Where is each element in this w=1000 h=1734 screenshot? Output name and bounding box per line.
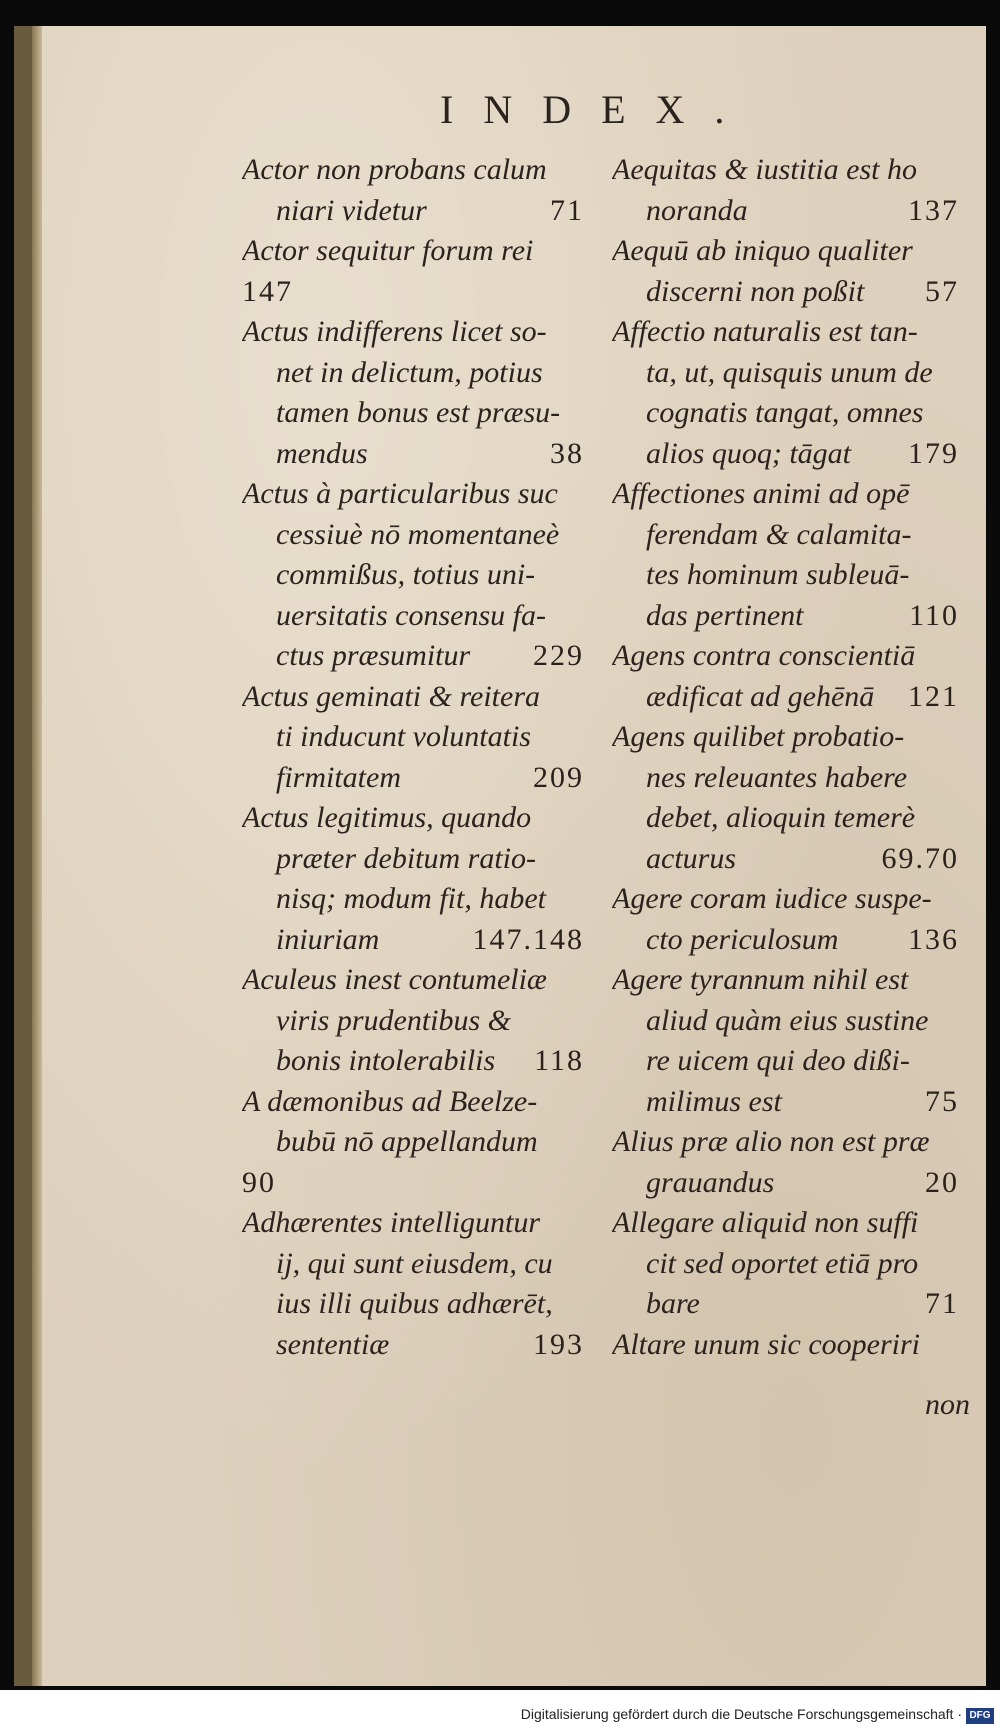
entry-line: viris prudentibus & xyxy=(276,1003,512,1037)
entry-line: ta, ut, quisquis unum de xyxy=(646,355,933,389)
entry-line: tes hominum subleuā- xyxy=(646,558,910,591)
entry-line-with-page xyxy=(612,272,967,313)
entry-text: acturus xyxy=(646,841,736,875)
entry-text: iniuriam xyxy=(276,922,380,956)
entry-text: niari videtur xyxy=(276,193,427,227)
entry-line-with-page xyxy=(242,758,592,799)
index-entry xyxy=(612,474,967,636)
entry-text: milimus est xyxy=(646,1084,782,1118)
index-entry xyxy=(612,636,967,717)
page-reference: 121 xyxy=(908,679,959,713)
catchword: non xyxy=(925,1388,970,1421)
entry-line-with-page xyxy=(612,1163,967,1204)
entry-line-with-page xyxy=(242,920,592,961)
entry-line: net in delictum, potius xyxy=(276,355,543,389)
entry-line: cit sed oportet etiā pro xyxy=(646,1246,919,1280)
page-reference: 209 xyxy=(533,760,584,794)
page-gutter xyxy=(32,26,42,1686)
entry-line: Actor non probans calum xyxy=(242,153,547,186)
entry-text: grauandus xyxy=(646,1165,775,1199)
entry-line: tamen bonus est præsu- xyxy=(276,396,561,429)
entry-line: cessiuè nō momentaneè xyxy=(276,517,560,551)
entry-text: ædificat ad gehēnā xyxy=(646,679,875,713)
entry-line-with-page xyxy=(242,636,592,677)
entry-line: A dæmonibus ad Beelze- xyxy=(242,1084,538,1118)
entry-line: Affectio naturalis est tan- xyxy=(612,315,918,348)
page-reference: 229 xyxy=(533,639,584,672)
index-column-left xyxy=(242,150,592,1365)
entry-line: ij, qui sunt eiusdem, cu xyxy=(276,1246,553,1280)
entry-line-with-page xyxy=(242,191,592,232)
entry-text: bare xyxy=(646,1287,700,1320)
entry-text: mendus xyxy=(276,436,368,470)
entry-line: nisq; modum fit, habet xyxy=(276,882,546,915)
entry-line: Agens contra conscientiā xyxy=(612,639,916,672)
entry-line: ti inducunt voluntatis xyxy=(276,720,531,753)
entry-text: firmitatem xyxy=(276,760,401,794)
page-reference: 75 xyxy=(925,1084,959,1118)
index-entry xyxy=(612,312,967,474)
entry-line: bubū nō appellandum xyxy=(276,1125,538,1158)
page-reference: 69.70 xyxy=(881,841,959,875)
index-entry xyxy=(242,960,592,1082)
entry-line: debet, alioquin temerè xyxy=(646,801,916,834)
page-reference: 136 xyxy=(908,922,959,956)
footer-bar xyxy=(0,1700,1000,1734)
page-reference: 118 xyxy=(534,1044,584,1077)
entry-line: Allegare aliquid non suffi xyxy=(612,1206,919,1239)
entry-line: Affectiones animi ad opē xyxy=(612,477,910,510)
entry-line: Agere coram iudice suspe- xyxy=(612,882,932,915)
entry-text: bonis intolerabilis xyxy=(276,1044,496,1077)
footer-credit: Digitalisierung gefördert durch die Deutsche Forschungsgemeinschaft · xyxy=(520,1706,962,1722)
page-reference: 90 xyxy=(242,1165,276,1199)
index-entry xyxy=(612,231,967,312)
entry-text: das pertinent xyxy=(646,598,804,632)
entry-line: Altare unum sic cooperiri xyxy=(612,1327,921,1361)
page-reference: 137 xyxy=(908,193,959,227)
entry-line: Agens quilibet probatio- xyxy=(612,720,905,753)
page-reference: 147.148 xyxy=(472,922,584,956)
entry-line: cognatis tangat, omnes xyxy=(646,396,924,429)
entry-line: Actus legitimus, quando xyxy=(242,801,532,834)
page-reference: 110 xyxy=(909,598,959,632)
page-reference: 57 xyxy=(925,274,959,308)
entry-line: ferendam & calamita- xyxy=(646,517,912,551)
index-entry xyxy=(242,312,592,474)
entry-line-with-page xyxy=(612,677,967,718)
entry-line: Alius præ alio non est præ xyxy=(612,1125,930,1158)
entry-line: uersitatis consensu fa- xyxy=(276,598,546,632)
index-entry xyxy=(612,717,967,879)
entry-line: Agere tyrannum nihil est xyxy=(612,963,909,996)
entry-line: re uicem qui deo dißi- xyxy=(646,1044,910,1077)
entry-text: discerni non poßit xyxy=(646,274,865,308)
entry-line: præter debitum ratio- xyxy=(276,841,536,875)
entry-line-with-page xyxy=(612,1082,967,1123)
entry-text: sententiæ xyxy=(276,1327,390,1361)
entry-line: Actus à particularibus suc xyxy=(242,477,558,510)
entry-line: Actor sequitur forum rei xyxy=(242,234,534,267)
index-entry xyxy=(612,879,967,960)
index-entry xyxy=(242,150,592,231)
entry-line: Actus indifferens licet so- xyxy=(242,315,547,348)
page-header: INDEX. xyxy=(440,87,755,132)
entry-line: Aculeus inest contumeliæ xyxy=(242,963,547,996)
entry-line-with-page xyxy=(612,1284,967,1325)
page-reference: 193 xyxy=(533,1327,584,1361)
page-reference: 179 xyxy=(908,436,959,470)
page-reference: 71 xyxy=(925,1287,959,1320)
index-entry xyxy=(242,798,592,960)
entry-line-with-page xyxy=(612,434,967,475)
entry-line: aliud quàm eius sustine xyxy=(646,1003,929,1037)
entry-line: Aequū ab iniquo qualiter xyxy=(612,234,913,267)
entry-text: alios quoq; tāgat xyxy=(646,436,852,470)
index-entry xyxy=(612,960,967,1122)
index-entry xyxy=(242,1203,592,1365)
entry-line-with-page xyxy=(612,839,967,880)
entry-line-with-page xyxy=(612,920,967,961)
page-reference: 147 xyxy=(242,274,293,308)
dfg-logo: DFG xyxy=(966,1708,994,1724)
index-entry xyxy=(612,150,967,231)
entry-line: Actus geminati & reitera xyxy=(242,679,541,713)
index-entry xyxy=(242,231,592,312)
page-reference: 20 xyxy=(925,1165,959,1199)
entry-line-with-page xyxy=(242,1041,592,1082)
index-entry xyxy=(242,1082,592,1204)
page-reference: 38 xyxy=(550,436,584,470)
page-reference: 71 xyxy=(550,193,584,227)
entry-line: ius illi quibus adhærēt, xyxy=(276,1287,553,1320)
index-entry xyxy=(242,677,592,799)
index-column-right xyxy=(612,150,967,1365)
entry-line-with-page xyxy=(612,596,967,637)
entry-text: ctus præsumitur xyxy=(276,639,471,672)
entry-line: Aequitas & iustitia est ho xyxy=(612,153,917,186)
entry-line-with-page xyxy=(242,1325,592,1366)
entry-line: commißus, totius uni- xyxy=(276,558,536,591)
entry-text: noranda xyxy=(646,193,748,227)
index-entry xyxy=(612,1122,967,1203)
entry-line: nes releuantes habere xyxy=(646,760,908,794)
index-entry xyxy=(612,1203,967,1325)
entry-line-with-page xyxy=(242,434,592,475)
index-entry xyxy=(612,1325,967,1366)
entry-line: Adhærentes intelliguntur xyxy=(242,1206,541,1239)
entry-line-with-page xyxy=(612,191,967,232)
entry-text: cto periculosum xyxy=(646,922,839,956)
index-entry xyxy=(242,474,592,677)
